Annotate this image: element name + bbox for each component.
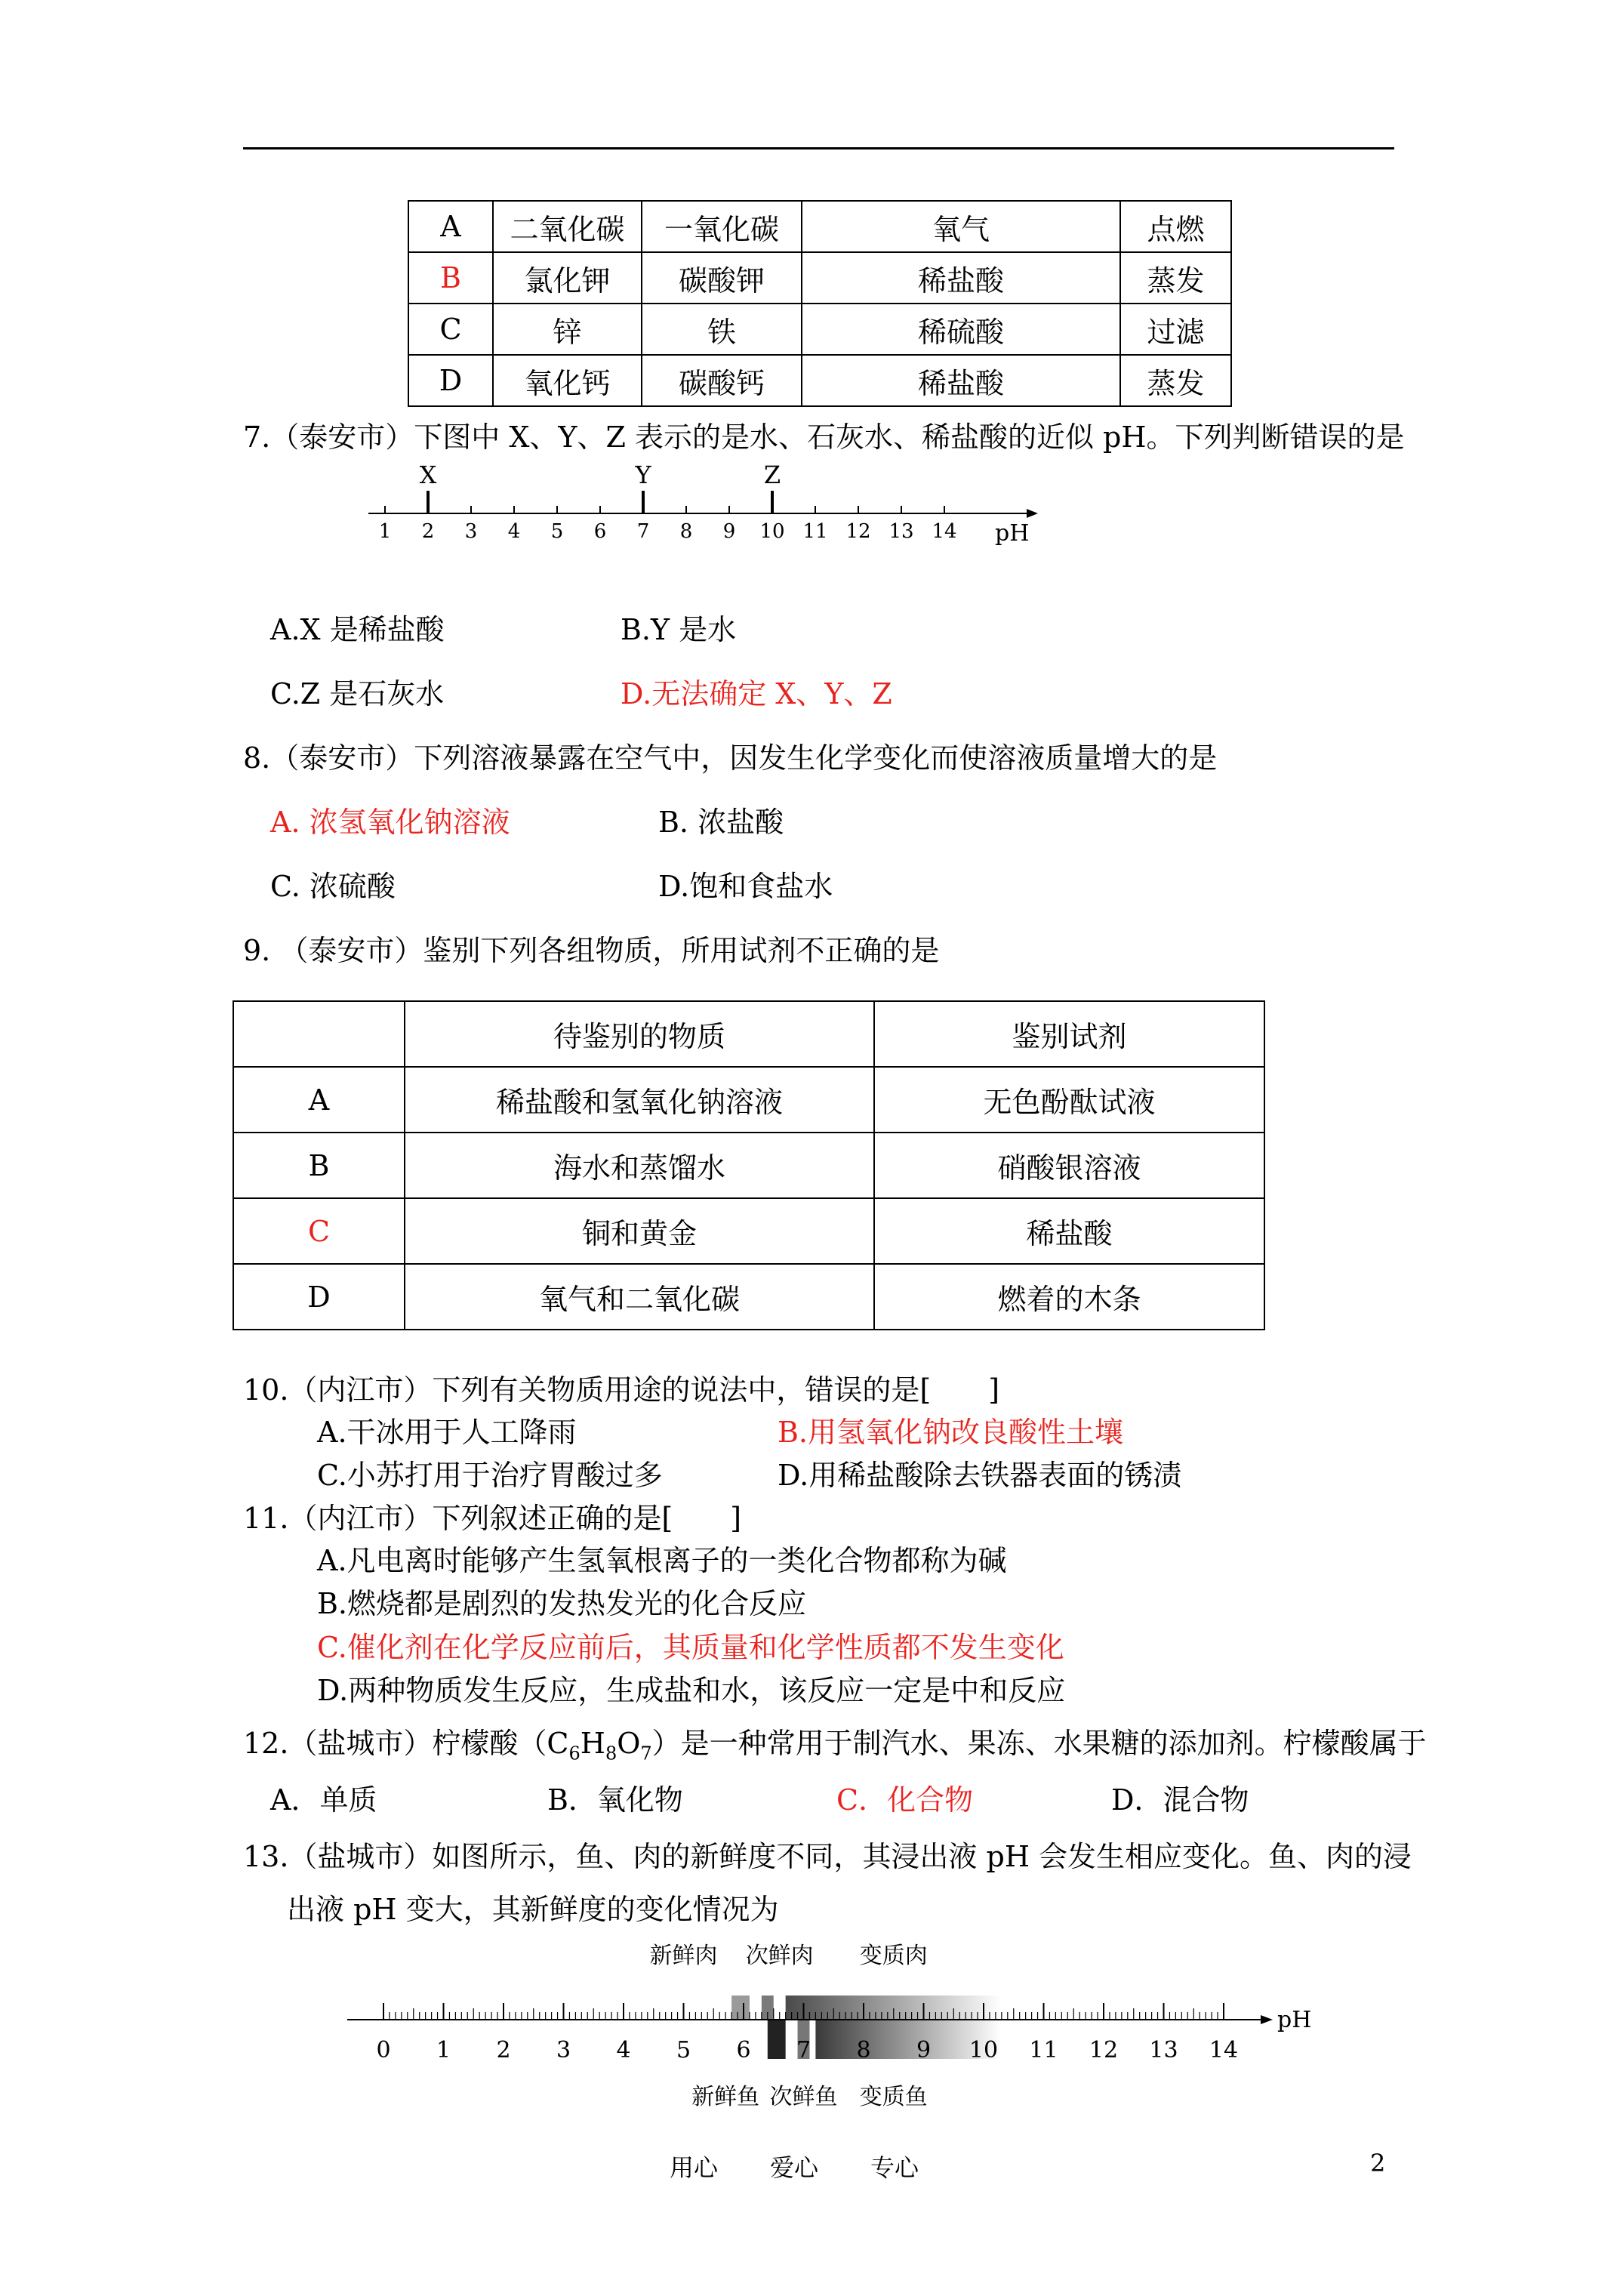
tick-label: 14	[1209, 2037, 1239, 2063]
axis-arrow	[1027, 509, 1038, 518]
header-blank-cell	[233, 1001, 405, 1067]
q7-option-c: C.Z 是石灰水	[270, 677, 445, 710]
tick-label: 9	[916, 2037, 932, 2063]
row-label: D	[408, 355, 493, 406]
tick-label: 5	[676, 2037, 691, 2063]
table-cell: 氯化钾	[493, 252, 642, 304]
reagent-cell: 无色酚酞试液	[874, 1067, 1264, 1133]
table-row	[233, 1264, 1264, 1330]
footer-text-left: 用心	[670, 2153, 719, 2182]
q10-option-c: C.小苏打用于治疗胃酸过多	[317, 1459, 663, 1492]
tick-label: 6	[593, 520, 607, 543]
row-label: B	[408, 252, 493, 304]
table-cell: 稀盐酸	[802, 355, 1120, 406]
tick-label: 2	[421, 520, 435, 543]
header-substance: 待鉴别的物质	[405, 1001, 874, 1067]
q11-option-a: A.凡电离时能够产生氢氧根离子的一类化合物都称为碱	[317, 1544, 1007, 1577]
footer-text-mid: 爱心	[770, 2153, 819, 2182]
meat-freshness-label: 变质肉	[859, 1943, 928, 1969]
identification-table-q9	[233, 1000, 1265, 1330]
tick-label: 12	[1089, 2037, 1119, 2063]
q8-option-c: C. 浓硫酸	[270, 870, 396, 903]
tick-label: 14	[932, 520, 957, 543]
row-label: B	[233, 1133, 405, 1198]
table-row	[233, 1067, 1264, 1133]
q10-option-a: A.干冰用于人工降雨	[317, 1416, 577, 1449]
tick-label: 8	[856, 2037, 871, 2063]
table-cell: 蒸发	[1120, 252, 1231, 304]
q7-stem: 7.（泰安市）下图中 X、Y、Z 表示的是水、石灰水、稀盐酸的近似 pH。下列判断错误的是	[243, 421, 1405, 454]
substance-cell: 海水和蒸馏水	[405, 1133, 874, 1198]
footer-text-right: 专心	[870, 2153, 919, 2182]
table-row	[408, 201, 1231, 252]
axis-arrow	[1261, 2015, 1273, 2024]
q12-option-c: C．化合物	[836, 1783, 974, 1817]
table-row	[408, 304, 1231, 355]
tick-label: 13	[1149, 2037, 1178, 2063]
fish-freshness-label: 变质鱼	[859, 2084, 928, 2110]
q7-option-d: D.无法确定 X、Y、Z	[621, 677, 892, 710]
tick-label: 5	[550, 520, 564, 543]
row-label: A	[408, 201, 493, 252]
reagent-cell: 硝酸银溶液	[874, 1133, 1264, 1198]
tick-label: 4	[616, 2037, 631, 2063]
q9-stem: 9. （泰安市）鉴别下列各组物质，所用试剂不正确的是	[243, 934, 940, 967]
q8-stem: 8.（泰安市）下列溶液暴露在空气中，因发生化学变化而使溶液质量增大的是	[243, 741, 1218, 775]
table-cell: 蒸发	[1120, 355, 1231, 406]
q7-option-a: A.X 是稀盐酸	[270, 613, 445, 646]
q10-stem: 10.（内江市）下列有关物质用途的说法中，错误的是[ ]	[243, 1373, 1000, 1407]
options-table-q6	[408, 200, 1232, 407]
fresh-meat-band	[731, 1996, 750, 2020]
table-row	[408, 355, 1231, 406]
table-row	[233, 1198, 1264, 1264]
row-label: A	[233, 1067, 405, 1133]
fish-freshness-label: 次鲜鱼	[769, 2084, 838, 2110]
q13-stem-line2: 出液 pH 变大，其新鲜度的变化情况为	[287, 1893, 779, 1926]
q12-option-a: A．单质	[270, 1783, 377, 1817]
tick-label: 4	[507, 520, 521, 543]
table-cell: 碳酸钾	[642, 252, 802, 304]
q8-option-a: A. 浓氢氧化钠溶液	[270, 806, 510, 839]
q11-option-c: C.催化剂在化学反应前后，其质量和化学性质都不发生变化	[317, 1631, 1064, 1664]
table-cell: 二氧化碳	[493, 201, 642, 252]
tick-label: 0	[376, 2037, 391, 2063]
tick-label: 1	[436, 2037, 451, 2063]
reagent-cell: 燃着的木条	[874, 1264, 1264, 1330]
tick-label: 9	[722, 520, 736, 543]
table-cell: 点燃	[1120, 201, 1231, 252]
meat-freshness-label: 新鲜肉	[649, 1943, 718, 1969]
tick-label: 1	[378, 520, 392, 543]
tick-label: 11	[802, 520, 828, 543]
fresh-fish-band	[768, 2020, 786, 2059]
table-cell: 锌	[493, 304, 642, 355]
table-cell: 碳酸钙	[642, 355, 802, 406]
tick-label: 7	[796, 2037, 812, 2063]
table-cell: 氧气	[802, 201, 1120, 252]
substance-cell: 氧气和二氧化碳	[405, 1264, 874, 1330]
tick-label: 2	[496, 2037, 511, 2063]
table-cell: 氧化钙	[493, 355, 642, 406]
header-rule	[243, 147, 1394, 149]
marker-label: X	[419, 461, 437, 489]
tick-label: 7	[636, 520, 650, 543]
substance-cell: 铜和黄金	[405, 1198, 874, 1264]
ph-scale-q7	[362, 461, 1042, 562]
q11-option-d: D.两种物质发生反应，生成盐和水，该反应一定是中和反应	[317, 1674, 1066, 1707]
marker-label: Z	[763, 461, 781, 489]
q8-option-b: B. 浓盐酸	[658, 806, 784, 839]
table-cell: 过滤	[1120, 304, 1231, 355]
meat-freshness-label: 次鲜肉	[745, 1943, 814, 1969]
tick-label: 3	[556, 2037, 571, 2063]
q11-stem: 11.（内江市）下列叙述正确的是[ ]	[243, 1502, 742, 1535]
page-number: 2	[1370, 2149, 1386, 2177]
table-cell: 铁	[642, 304, 802, 355]
table-cell: 一氧化碳	[642, 201, 802, 252]
q10-option-d: D.用稀盐酸除去铁器表面的锈渍	[778, 1459, 1182, 1492]
q12-option-b: B．氧化物	[547, 1783, 683, 1817]
q7-option-b: B.Y 是水	[621, 613, 737, 646]
unit-label: pH	[995, 520, 1030, 547]
tick-label: 8	[679, 520, 693, 543]
fish-freshness-label: 新鲜鱼	[691, 2084, 760, 2110]
tick-label: 13	[888, 520, 914, 543]
row-label: C	[233, 1198, 405, 1264]
q8-option-d: D.饱和食盐水	[658, 870, 833, 903]
table-cell: 稀硫酸	[802, 304, 1120, 355]
marker-label: Y	[635, 461, 651, 489]
q12-option-d: D．混合物	[1111, 1783, 1249, 1817]
substance-cell: 稀盐酸和氢氧化钠溶液	[405, 1067, 874, 1133]
table-row	[408, 252, 1231, 304]
tick-label: 3	[464, 520, 478, 543]
table-header-row	[233, 1001, 1264, 1067]
tick-label: 6	[736, 2037, 751, 2063]
q13-stem-line1: 13.（盐城市）如图所示，鱼、肉的新鲜度不同，其浸出液 pH 会发生相应变化。鱼、肉的浸	[243, 1840, 1412, 1873]
reagent-cell: 稀盐酸	[874, 1198, 1264, 1264]
freshness-ph-scale-q13	[343, 1940, 1312, 2114]
tick-label: 11	[1029, 2037, 1058, 2063]
row-label: D	[233, 1264, 405, 1330]
tick-label: 10	[969, 2037, 999, 2063]
q12-stem: 12.（盐城市）柠檬酸$(C_6H_8O_7)$是一种常用于制汽水、果冻、水果糖的添加剂。柠檬酸属于	[243, 1727, 1427, 1764]
table-cell: 稀盐酸	[802, 252, 1120, 304]
q11-option-b: B.燃烧都是剧烈的发热发光的化合反应	[317, 1587, 807, 1620]
tick-label: 10	[759, 520, 785, 543]
row-label: C	[408, 304, 493, 355]
q10-option-b: B.用氢氧化钠改良酸性土壤	[778, 1416, 1124, 1449]
table-row	[233, 1133, 1264, 1198]
unit-label: pH	[1277, 2007, 1312, 2033]
header-reagent: 鉴别试剂	[874, 1001, 1264, 1067]
tick-label: 12	[845, 520, 871, 543]
